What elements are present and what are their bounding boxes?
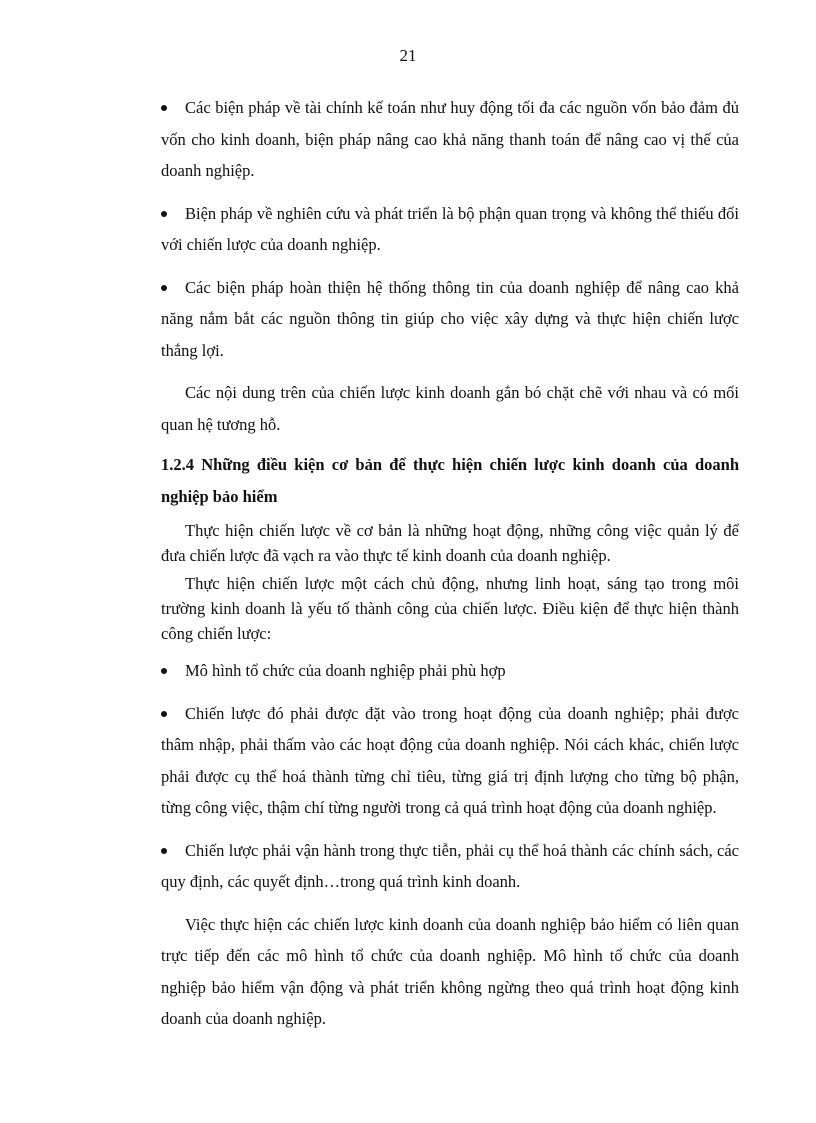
bullet-paragraph-embed [161,698,739,824]
bullet-dot-icon [161,848,167,854]
bullet-paragraph-finance [161,92,739,187]
section-heading: 1.2.4 Những điều kiện cơ bản để thực hiện chiến lược kinh doanh của doanh nghiệp bảo hiểm [161,455,739,506]
bullet-text-model: Mô hình tổ chức của doanh nghiệp phải phù hợp [185,661,506,680]
bullet-paragraph-research [161,198,739,261]
bullet-text-information: Các biện pháp hoàn thiện hệ thống thông tin của doanh nghiệp để nâng cao khả năng nắm bắt các nguồn thông tin giúp cho việc xây dựng và thực hiện chiến lược thắng lợi. [161,277,739,360]
bullet-dot-icon [161,668,167,674]
implementation-definition-paragraph: Thực hiện chiến lược về cơ bản là những hoạt động, những công việc quản lý để đưa chiến lược đã vạch ra vào thực tế kinh doanh của doanh nghiệp. [161,521,739,565]
bullet-paragraph-information [161,272,739,367]
bullet-dot-icon [161,211,167,217]
summary-paragraph: Các nội dung trên của chiến lược kinh doanh gắn bó chặt chẽ với nhau và có mối quan hệ tương hỗ. [161,383,739,434]
bullet-text-embed: Chiến lược đó phải được đặt vào trong hoạt động của doanh nghiệp; phải được thâm nhập, phải thấm vào các hoạt động của doanh nghiệp. Nói cách khác, chiến lược phải được cụ thể hoá thành từng chỉ tiêu, từng giá trị định lượng cho từng bộ phận, từng công việc, thậm chí từng người trong cả quá trình hoạt động của doanh nghiệp. [161,703,739,817]
bullet-paragraph-model [161,655,739,687]
page-body [161,92,739,1044]
bullet-text-finance: Các biện pháp về tài chính kế toán như huy động tối đa các nguồn vốn bảo đảm đủ vốn cho kinh doanh, biện pháp nâng cao khả năng thanh toán để nâng cao vị thế của doanh nghiệp. [161,98,739,180]
closing-paragraph: Việc thực hiện các chiến lược kinh doanh của doanh nghiệp bảo hiểm có liên quan trực tiếp đến các mô hình tổ chức của doanh nghiệp. Mô hình tổ chức của doanh nghiệp bảo hiểm vận động và phát triển không ngừng theo quá trình hoạt động kinh doanh của doanh nghiệp. [161,914,739,1028]
implementation-conditions-paragraph: Thực hiện chiến lược một cách chủ động, nhưng linh hoạt, sáng tạo trong môi trường kinh doanh là yếu tố thành công của chiến lược. Điều kiện để thực hiện thành công chiến lược: [161,574,739,643]
bullet-text-research: Biện pháp về nghiên cứu và phát triển là bộ phận quan trọng và không thể thiếu đối với chiến lược của doanh nghiệp. [161,203,739,254]
bullet-text-practice: Chiến lược phải vận hành trong thực tiễn, phải cụ thể hoá thành các chính sách, các quy định, các quyết định…trong quá trình kinh doanh. [161,840,739,891]
bullet-paragraph-practice [161,835,739,898]
page-number: 21 [399,46,417,65]
bullet-dot-icon [161,105,167,111]
bullet-dot-icon [161,285,167,291]
bullet-dot-icon [161,711,167,717]
implementation-block [161,518,739,646]
